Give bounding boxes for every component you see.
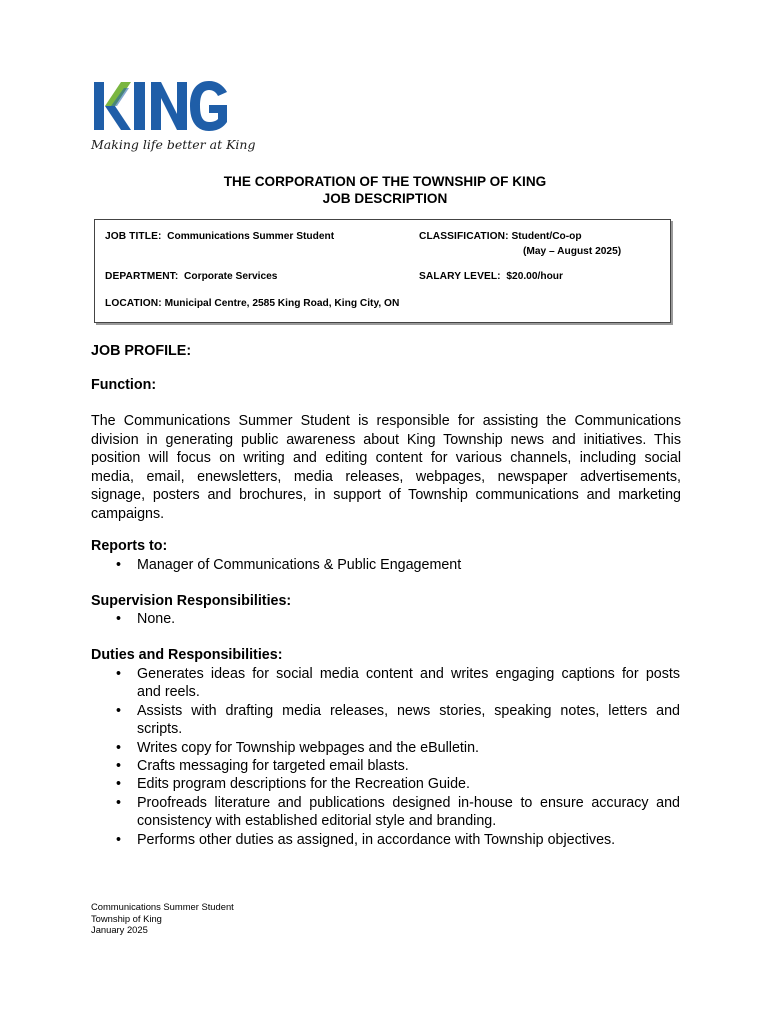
title-line-1: THE CORPORATION OF THE TOWNSHIP OF KING xyxy=(223,174,547,189)
salary-field: SALARY LEVEL: $20.00/hour xyxy=(419,271,563,282)
list-item: • Generates ideas for social media content and writes engaging captions for posts and reels. xyxy=(91,665,680,702)
list-item: • Edits program descriptions for the Recreation Guide. xyxy=(91,775,680,793)
department-value: Corporate Services xyxy=(184,271,278,282)
salary-value: $20.00/hour xyxy=(506,271,563,282)
logo-tagline: Making life better at King xyxy=(91,137,256,152)
location-value: Municipal Centre, 2585 King Road, King City, ON xyxy=(164,298,400,309)
list-item: • Manager of Communications & Public Engagement xyxy=(91,556,686,574)
function-line: campaigns. xyxy=(91,505,165,522)
function-line: position will focus on writing and editing content for various channels, including social xyxy=(91,450,681,466)
job-profile-heading: JOB PROFILE: xyxy=(91,343,192,359)
department-field: DEPARTMENT: Corporate Services xyxy=(105,271,278,282)
function-line: division in generating public awareness about King Township news and initiatives. This xyxy=(91,431,681,448)
reports-to-list xyxy=(91,556,686,574)
function-paragraph xyxy=(91,412,681,523)
job-title-field: JOB TITLE: Communications Summer Student xyxy=(105,231,335,242)
list-item: • Assists with drafting media releases, news stories, speaking notes, letters and scripts. xyxy=(91,702,680,739)
reports-to-heading: Reports to: xyxy=(91,538,168,554)
list-item: • Writes copy for Township webpages and the eBulletin. xyxy=(91,739,680,757)
footer-line-1: Communications Summer Student xyxy=(91,901,234,912)
list-item: • None. xyxy=(91,610,686,628)
footer-line-2: Township of King xyxy=(91,912,162,924)
list-item: • Proofreads literature and publications designed in-house to ensure accuracy and consistency with established editorial style and branding. xyxy=(91,794,680,831)
title-line-2: JOB DESCRIPTION xyxy=(322,191,448,206)
supervision-list xyxy=(91,610,686,628)
duties-list xyxy=(91,665,680,849)
duties-heading: Duties and Responsibilities: xyxy=(91,647,283,663)
page-footer xyxy=(91,901,234,936)
footer-line-3: January 2025 xyxy=(91,924,148,936)
classification-period: (May – August 2025) xyxy=(523,246,622,257)
function-line: The Communications Summer Student is responsible for assisting the Communications xyxy=(91,413,681,429)
document-title xyxy=(0,173,770,207)
classification-value: Student/Co-op xyxy=(511,231,582,242)
function-heading: Function: xyxy=(91,377,157,393)
job-info-box xyxy=(94,219,671,323)
job-title-value: Communications Summer Student xyxy=(167,231,335,242)
classification-field: CLASSIFICATION: Student/Co-op xyxy=(419,231,582,242)
list-item: • Performs other duties as assigned, in accordance with Township objectives. xyxy=(91,831,680,849)
function-line: signage, posters and brochures, in support of Township communications and marketing xyxy=(91,487,681,503)
supervision-heading: Supervision Responsibilities: xyxy=(91,593,292,609)
function-line: media, email, enewsletters, media releases, webpages, newspaper advertisements, xyxy=(91,468,681,485)
list-item: • Crafts messaging for targeted email blasts. xyxy=(91,757,680,775)
location-field: LOCATION: Municipal Centre, 2585 King Road, King City, ON xyxy=(105,298,400,309)
